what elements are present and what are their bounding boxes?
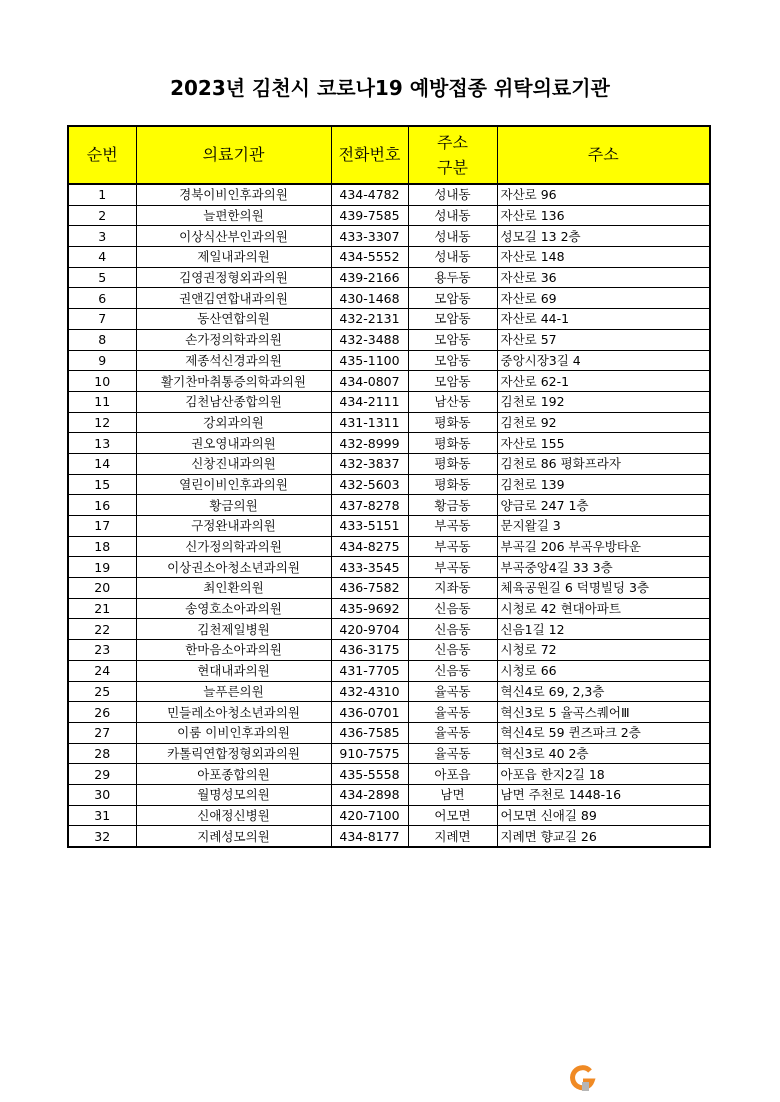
- cell-address: 자산로 44-1: [497, 309, 710, 330]
- cell-address: 혁신3로 5 율곡스퀘어Ⅲ: [497, 702, 710, 723]
- cell-clinic: 카톨릭연합정형외과의원: [136, 743, 331, 764]
- cell-no: 25: [68, 681, 136, 702]
- cell-region: 어모면: [408, 805, 497, 826]
- cell-phone: 436-7585: [331, 722, 408, 743]
- cell-address: 혁신4로 59 퀸즈파크 2층: [497, 722, 710, 743]
- cell-no: 8: [68, 329, 136, 350]
- cell-phone: 420-7100: [331, 805, 408, 826]
- cell-no: 3: [68, 226, 136, 247]
- cell-region: 신음동: [408, 598, 497, 619]
- cell-no: 30: [68, 784, 136, 805]
- cell-phone: 432-5603: [331, 474, 408, 495]
- cell-address: 시청로 66: [497, 660, 710, 681]
- cell-clinic: 강외과의원: [136, 412, 331, 433]
- cell-no: 11: [68, 391, 136, 412]
- cell-phone: 434-2111: [331, 391, 408, 412]
- cell-phone: 433-3545: [331, 557, 408, 578]
- cell-clinic: 열린이비인후과의원: [136, 474, 331, 495]
- cell-no: 18: [68, 536, 136, 557]
- cell-no: 19: [68, 557, 136, 578]
- cell-region: 평화동: [408, 474, 497, 495]
- table-row: [68, 681, 710, 702]
- cell-region: 평화동: [408, 453, 497, 474]
- cell-region: 성내동: [408, 184, 497, 205]
- cell-no: 14: [68, 453, 136, 474]
- cell-address: 지례면 향교길 26: [497, 826, 710, 847]
- cell-phone: 439-7585: [331, 205, 408, 226]
- cell-phone: 434-8177: [331, 826, 408, 847]
- table-row: [68, 309, 710, 330]
- cell-address: 부곡길 206 부곡우방타운: [497, 536, 710, 557]
- table-row: [68, 288, 710, 309]
- table-row: [68, 743, 710, 764]
- cell-address: 부곡중앙4길 33 3층: [497, 557, 710, 578]
- cell-clinic: 이룸 이비인후과의원: [136, 722, 331, 743]
- table-row: [68, 205, 710, 226]
- cell-phone: 435-1100: [331, 350, 408, 371]
- table-row: [68, 578, 710, 599]
- cell-region: 용두동: [408, 267, 497, 288]
- table-row: [68, 516, 710, 537]
- cell-address: 자산로 136: [497, 205, 710, 226]
- cell-address: 문지왈길 3: [497, 516, 710, 537]
- table-row: [68, 640, 710, 661]
- cell-no: 7: [68, 309, 136, 330]
- cell-clinic: 신가정의학과의원: [136, 536, 331, 557]
- cell-no: 15: [68, 474, 136, 495]
- cell-address: 혁신4로 69, 2,3층: [497, 681, 710, 702]
- cell-address: 자산로 148: [497, 247, 710, 268]
- cell-phone: 434-5552: [331, 247, 408, 268]
- cell-address: 남면 주천로 1448-16: [497, 784, 710, 805]
- cell-clinic: 이상권소아청소년과의원: [136, 557, 331, 578]
- cell-address: 성모길 13 2층: [497, 226, 710, 247]
- cell-clinic: 황금의원: [136, 495, 331, 516]
- cell-clinic: 신애정신병원: [136, 805, 331, 826]
- column-header-region-line2: 구분: [437, 158, 468, 177]
- table-row: [68, 329, 710, 350]
- cell-clinic: 최인환의원: [136, 578, 331, 599]
- cell-no: 9: [68, 350, 136, 371]
- cell-region: 모암동: [408, 371, 497, 392]
- table-row: [68, 764, 710, 785]
- cell-address: 자산로 155: [497, 433, 710, 454]
- cell-clinic: 제종석신경과의원: [136, 350, 331, 371]
- clinic-table: [67, 125, 711, 848]
- cell-region: 모암동: [408, 309, 497, 330]
- cell-clinic: 월명성모의원: [136, 784, 331, 805]
- cell-clinic: 김천남산종합의원: [136, 391, 331, 412]
- cell-no: 31: [68, 805, 136, 826]
- cell-phone: 437-8278: [331, 495, 408, 516]
- cell-no: 13: [68, 433, 136, 454]
- table-body: [68, 184, 710, 847]
- cell-region: 평화동: [408, 412, 497, 433]
- table-row: [68, 247, 710, 268]
- table-row: [68, 433, 710, 454]
- cell-phone: 434-4782: [331, 184, 408, 205]
- cell-no: 21: [68, 598, 136, 619]
- cell-no: 23: [68, 640, 136, 661]
- table-row: [68, 557, 710, 578]
- cell-phone: 436-3175: [331, 640, 408, 661]
- cell-phone: 433-5151: [331, 516, 408, 537]
- table-row: [68, 536, 710, 557]
- cell-no: 27: [68, 722, 136, 743]
- cell-no: 1: [68, 184, 136, 205]
- cell-address: 자산로 36: [497, 267, 710, 288]
- column-header-address: 주소: [497, 126, 710, 184]
- table-row: [68, 350, 710, 371]
- table-row: [68, 453, 710, 474]
- cell-clinic: 김영권정형외과의원: [136, 267, 331, 288]
- cell-clinic: 늘푸른의원: [136, 681, 331, 702]
- cell-region: 남산동: [408, 391, 497, 412]
- cell-clinic: 송영호소아과의원: [136, 598, 331, 619]
- column-header-no: 순번: [68, 126, 136, 184]
- cell-no: 12: [68, 412, 136, 433]
- table-header-row: [68, 126, 710, 184]
- cell-clinic: 이상식산부인과의원: [136, 226, 331, 247]
- cell-region: 율곡동: [408, 722, 497, 743]
- cell-region: 아포읍: [408, 764, 497, 785]
- cell-address: 양금로 247 1층: [497, 495, 710, 516]
- cell-region: 부곡동: [408, 516, 497, 537]
- column-header-phone: 전화번호: [331, 126, 408, 184]
- cell-phone: 910-7575: [331, 743, 408, 764]
- cell-no: 24: [68, 660, 136, 681]
- cell-address: 혁신3로 40 2층: [497, 743, 710, 764]
- page-title: 2023년 김천시 코로나19 예방접종 위탁의료기관: [170, 76, 610, 100]
- cell-phone: 436-7582: [331, 578, 408, 599]
- cell-phone: 434-2898: [331, 784, 408, 805]
- cell-no: 10: [68, 371, 136, 392]
- cell-region: 율곡동: [408, 702, 497, 723]
- cell-no: 5: [68, 267, 136, 288]
- cell-phone: 432-3488: [331, 329, 408, 350]
- logo-gray-bar: [582, 1082, 589, 1091]
- cell-address: 김천로 86 평화프라자: [497, 453, 710, 474]
- cell-phone: 430-1468: [331, 288, 408, 309]
- cell-phone: 432-3837: [331, 453, 408, 474]
- cell-no: 28: [68, 743, 136, 764]
- cell-address: 신음1길 12: [497, 619, 710, 640]
- column-header-clinic: 의료기관: [136, 126, 331, 184]
- table-row: [68, 371, 710, 392]
- cell-no: 22: [68, 619, 136, 640]
- cell-phone: 432-4310: [331, 681, 408, 702]
- cell-clinic: 아포종합의원: [136, 764, 331, 785]
- cell-region: 부곡동: [408, 536, 497, 557]
- table-row: [68, 474, 710, 495]
- cell-region: 신음동: [408, 619, 497, 640]
- cell-region: 신음동: [408, 660, 497, 681]
- cell-no: 32: [68, 826, 136, 847]
- cell-address: 자산로 57: [497, 329, 710, 350]
- cell-clinic: 손가정의학과의원: [136, 329, 331, 350]
- cell-region: 신음동: [408, 640, 497, 661]
- cell-clinic: 한마음소아과의원: [136, 640, 331, 661]
- cell-no: 2: [68, 205, 136, 226]
- cell-region: 황금동: [408, 495, 497, 516]
- cell-clinic: 동산연합의원: [136, 309, 331, 330]
- cell-address: 김천로 92: [497, 412, 710, 433]
- cell-region: 율곡동: [408, 743, 497, 764]
- cell-phone: 433-3307: [331, 226, 408, 247]
- cell-phone: 432-2131: [331, 309, 408, 330]
- table-row: [68, 598, 710, 619]
- table-row: [68, 267, 710, 288]
- cell-address: 어모면 신애길 89: [497, 805, 710, 826]
- cell-region: 성내동: [408, 226, 497, 247]
- cell-no: 26: [68, 702, 136, 723]
- table-row: [68, 805, 710, 826]
- cell-phone: 420-9704: [331, 619, 408, 640]
- g-logo-icon: [567, 1063, 597, 1093]
- cell-clinic: 활기찬마취통증의학과의원: [136, 371, 331, 392]
- cell-clinic: 김천제일병원: [136, 619, 331, 640]
- table-row: [68, 226, 710, 247]
- cell-phone: 435-5558: [331, 764, 408, 785]
- table-row: [68, 184, 710, 205]
- cell-no: 29: [68, 764, 136, 785]
- cell-phone: 439-2166: [331, 267, 408, 288]
- table-row: [68, 495, 710, 516]
- cell-clinic: 제일내과의원: [136, 247, 331, 268]
- cell-address: 시청로 42 현대아파트: [497, 598, 710, 619]
- cell-region: 부곡동: [408, 557, 497, 578]
- cell-region: 모암동: [408, 350, 497, 371]
- cell-address: 김천로 192: [497, 391, 710, 412]
- cell-no: 17: [68, 516, 136, 537]
- cell-region: 율곡동: [408, 681, 497, 702]
- cell-region: 평화동: [408, 433, 497, 454]
- cell-clinic: 늘편한의원: [136, 205, 331, 226]
- cell-no: 20: [68, 578, 136, 599]
- cell-phone: 435-9692: [331, 598, 408, 619]
- cell-phone: 436-0701: [331, 702, 408, 723]
- cell-no: 6: [68, 288, 136, 309]
- table-row: [68, 619, 710, 640]
- cell-region: 모암동: [408, 288, 497, 309]
- cell-clinic: 경북이비인후과의원: [136, 184, 331, 205]
- cell-region: 지례면: [408, 826, 497, 847]
- cell-phone: 432-8999: [331, 433, 408, 454]
- cell-address: 중앙시장3길 4: [497, 350, 710, 371]
- cell-region: 성내동: [408, 205, 497, 226]
- cell-phone: 431-7705: [331, 660, 408, 681]
- cell-clinic: 현대내과의원: [136, 660, 331, 681]
- cell-clinic: 권앤김연합내과의원: [136, 288, 331, 309]
- cell-clinic: 신창진내과의원: [136, 453, 331, 474]
- column-header-region-line1: 주소: [437, 133, 468, 152]
- cell-address: 자산로 69: [497, 288, 710, 309]
- cell-clinic: 구정완내과의원: [136, 516, 331, 537]
- table-row: [68, 826, 710, 847]
- table-row: [68, 660, 710, 681]
- cell-address: 시청로 72: [497, 640, 710, 661]
- cell-region: 모암동: [408, 329, 497, 350]
- cell-no: 16: [68, 495, 136, 516]
- cell-phone: 434-8275: [331, 536, 408, 557]
- cell-address: 김천로 139: [497, 474, 710, 495]
- column-header-region: [408, 126, 497, 184]
- table-row: [68, 702, 710, 723]
- table-row: [68, 391, 710, 412]
- cell-region: 성내동: [408, 247, 497, 268]
- table-row: [68, 412, 710, 433]
- cell-address: 아포읍 한지2길 18: [497, 764, 710, 785]
- cell-address: 체육공원길 6 덕명빌딩 3층: [497, 578, 710, 599]
- cell-phone: 431-1311: [331, 412, 408, 433]
- table-row: [68, 722, 710, 743]
- cell-no: 4: [68, 247, 136, 268]
- cell-address: 자산로 96: [497, 184, 710, 205]
- table-row: [68, 784, 710, 805]
- cell-address: 자산로 62-1: [497, 371, 710, 392]
- cell-region: 남면: [408, 784, 497, 805]
- cell-phone: 434-0807: [331, 371, 408, 392]
- cell-region: 지좌동: [408, 578, 497, 599]
- cell-clinic: 지례성모의원: [136, 826, 331, 847]
- cell-clinic: 권오영내과의원: [136, 433, 331, 454]
- cell-clinic: 민들레소아청소년과의원: [136, 702, 331, 723]
